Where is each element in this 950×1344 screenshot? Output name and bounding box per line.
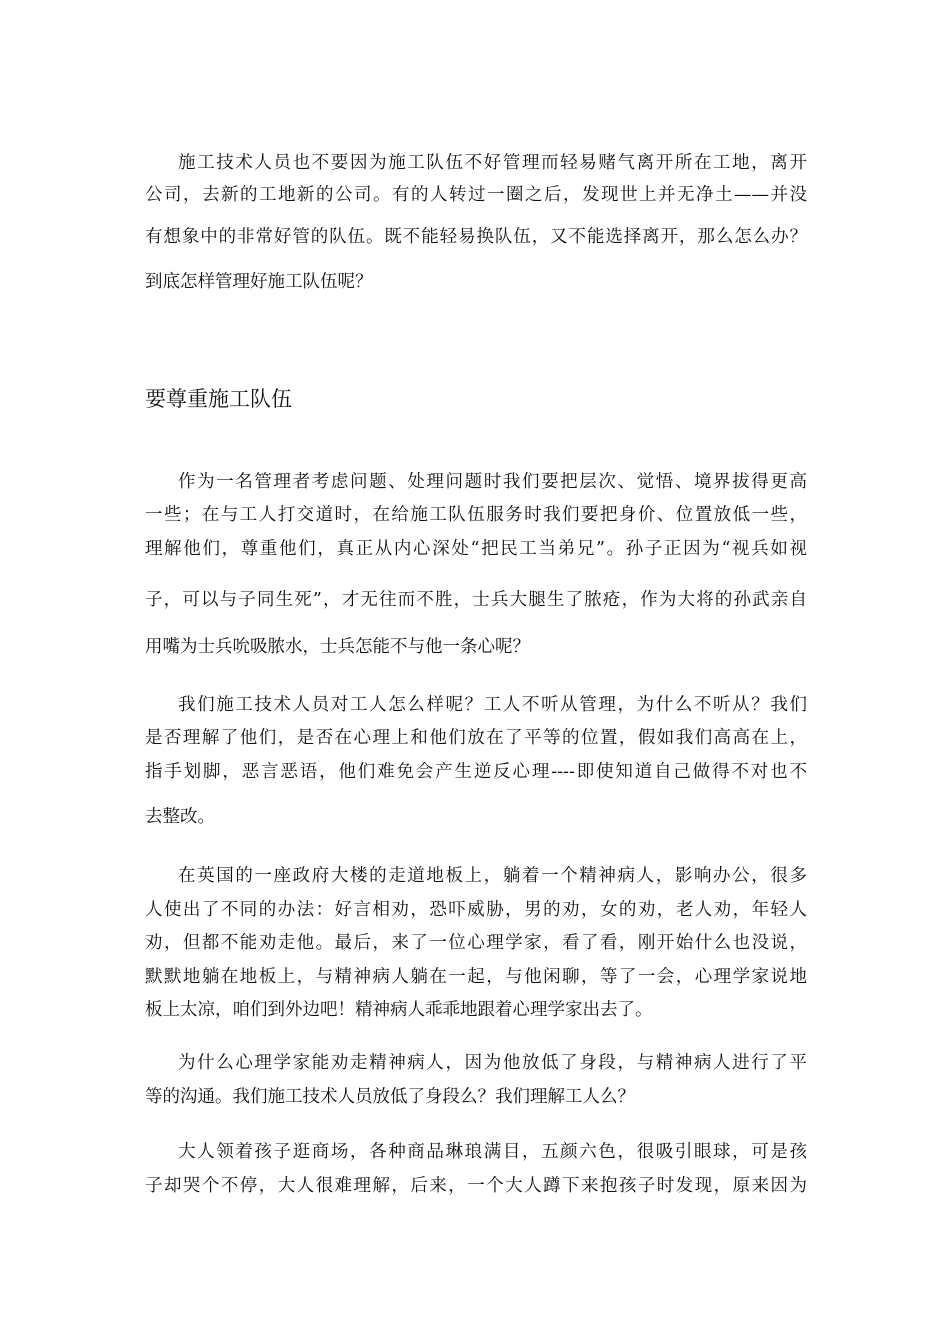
paragraph-line: 到底怎样管理好施工队伍呢？	[145, 272, 373, 292]
paragraph-line: 公司，去新的工地新的公司。有的人转过一圈之后，发现世上并无净土——并没	[145, 185, 807, 205]
paragraph-line: 大人领着孩子逛商场，各种商品琳琅满目，五颜六色，很吸引眼球，可是孩	[178, 1142, 807, 1162]
paragraph-line: 作为一名管理者考虑问题、处理问题时我们要把层次、觉悟、境界拔得更高	[178, 472, 807, 492]
paragraph-line: 是否理解了他们，是否在心理上和他们放在了平等的位置，假如我们高高在上，	[145, 728, 807, 748]
paragraph-line: 用嘴为士兵吮吸脓水，士兵怎能不与他一条心呢？	[145, 637, 530, 657]
paragraph-line: 我们施工技术人员对工人怎么样呢？工人不听从管理，为什么不听从？我们	[178, 695, 807, 715]
paragraph-line: 劝，但都不能劝走他。最后，来了一位心理学家，看了看，刚开始什么也没说，	[145, 933, 807, 953]
paragraph-line: 在英国的一座政府大楼的走道地板上，躺着一个精神病人，影响办公，很多	[178, 866, 807, 886]
paragraph-line: 人使出了不同的办法：好言相劝，恐吓威胁，男的劝，女的劝，老人劝，年轻人	[145, 900, 807, 920]
paragraph-line: 为什么心理学家能劝走精神病人，因为他放低了身段，与精神病人进行了平	[178, 1053, 807, 1073]
paragraph-line: 去整改。	[145, 807, 215, 827]
paragraph-line: 子却哭个不停，大人很难理解，后来，一个大人蹲下来抱孩子时发现，原来因为	[145, 1176, 807, 1196]
paragraph-line: 理解他们，尊重他们，真正从内心深处“把民工当弟兄”。孙子正因为“视兵如视	[145, 539, 807, 559]
paragraph-line: 子，可以与子同生死”，才无往而不胜，士兵大腿生了脓疮，作为大将的孙武亲自	[145, 590, 807, 610]
paragraph-line: 等的沟通。我们施工技术人员放低了身段么？我们理解工人么？	[145, 1087, 635, 1107]
section-heading: 要尊重施工队伍	[145, 387, 292, 411]
paragraph-line: 默默地躺在地板上，与精神病人躺在一起，与他闲聊，等了一会，心理学家说地	[145, 967, 807, 987]
paragraph-line: 一些；在与工人打交道时，在给施工队伍服务时我们要把身价、位置放低一些，	[145, 505, 807, 525]
paragraph-line: 指手划脚，恶言恶语，他们难免会产生逆反心理----即使知道自己做得不对也不	[145, 762, 807, 782]
paragraph-line: 有想象中的非常好管的队伍。既不能轻易换队伍，又不能选择离开，那么怎么办？	[145, 227, 807, 247]
paragraph-line: 板上太凉，咱们到外边吧！精神病人乖乖地跟着心理学家出去了。	[145, 1000, 653, 1020]
paragraph-line: 施工技术人员也不要因为施工队伍不好管理而轻易赌气离开所在工地，离开	[178, 153, 807, 173]
